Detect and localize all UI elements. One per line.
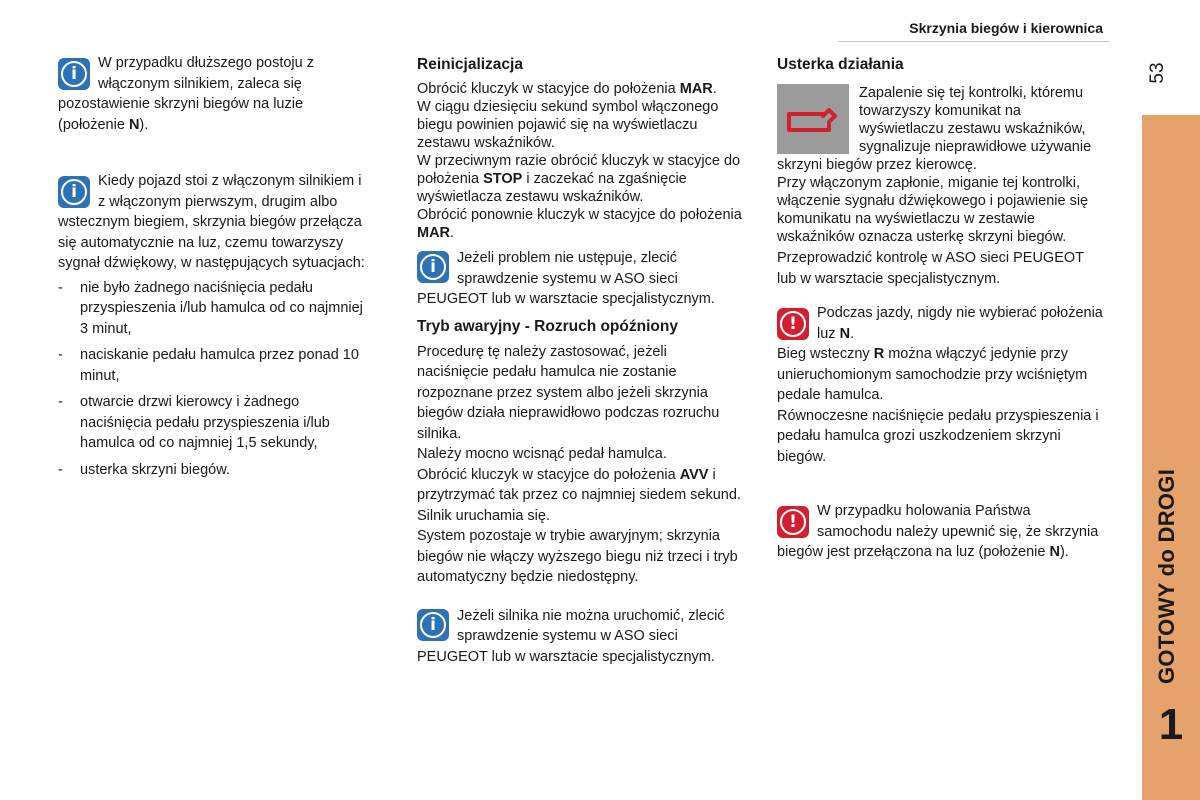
warning-note-neutral <box>777 303 1107 467</box>
bold-text: N <box>1049 544 1060 560</box>
section-title: Skrzynia biegów i kierownica <box>909 20 1103 36</box>
middle-column <box>417 54 742 667</box>
warning-icon: ! <box>777 506 809 538</box>
text: Należy mocno wcisnąć pedał hamulca. <box>417 446 667 462</box>
text: Silnik uruchamia się. <box>417 507 550 524</box>
warning-note-towing <box>777 501 1107 563</box>
info-icon: i <box>58 176 90 208</box>
text: Przeprowadzić kontrolę w ASO sieci PEUGEOT lub w warsztacie specjalistycznym. <box>777 250 1084 287</box>
chapter-number: 1 <box>1158 700 1184 749</box>
info-note-idle <box>58 53 370 135</box>
header-divider <box>838 41 1110 42</box>
page-number: 53 <box>1147 62 1168 84</box>
note-text: Jeżeli problem nie ustępuje, zlecić sprawdzenie systemu w ASO sieci PEUGEOT lub w warsztacie specjalistycznym. <box>417 250 715 307</box>
text: . <box>450 225 455 241</box>
text: Obrócić kluczyk w stacyjce do położenia <box>417 81 680 97</box>
list-item: - otwarcie drzwi kierowcy i żadnego naciśnięcia pedału przyspieszenia i/lub hamulca od co najmniej 1,5 sekundy, <box>58 392 370 454</box>
text: Podczas jazdy, nigdy nie wybierać położenia luz <box>817 305 1103 342</box>
heading-reinit: Reinicjalizacja <box>417 56 523 73</box>
list-item: - nie było żadnego naciśnięcia pedału przyspieszenia i/lub hamulca od co najmniej 3 minut, <box>58 278 370 340</box>
bold-text: AVV <box>679 466 709 483</box>
text: ). <box>1059 544 1069 560</box>
gearbox-fault-icon <box>777 84 849 154</box>
bold-text: MAR <box>679 81 713 97</box>
bold-text: N <box>839 325 851 342</box>
note-bold: N <box>128 116 140 133</box>
info-icon: i <box>417 609 449 641</box>
text: . <box>850 325 855 342</box>
text: . <box>712 81 717 97</box>
bold-text: MAR <box>417 225 451 241</box>
text: Zapalenie się tej kontrolki, któremu towarzyszy komunikat na wyświetlaczu zestawu wskaźników, sygnalizuje nieprawidłowe używanie skrzyni biegów przez kierowcę. <box>777 85 1092 173</box>
text: i zaczekać na zgaśnięcie wyświetlacza zestawu wskaźników. <box>417 171 687 205</box>
left-column <box>58 53 370 486</box>
text: Równoczesne naciśnięcie pedału przyspieszenia i pedału hamulca grozi uszkodzeniem skrzyni biegów. <box>777 407 1099 465</box>
text: W ciągu dziesięciu sekund symbol włączonego biegu powinien pojawić się na wyświetlaczu zestawu wskaźników. <box>417 99 719 151</box>
bold-text: R <box>873 346 885 362</box>
info-icon: i <box>417 251 449 283</box>
info-note-auto-neutral <box>58 171 370 480</box>
condition-list <box>58 278 370 481</box>
note-text: Kiedy pojazd stoi z włączonym silnikiem i z włączonym pierwszym, drugim albo wstecznym biegiem, skrzynia biegów przełącza się automatycznie na luz, czemu towarzyszy sygnał dźwiękowy, w następujących sytuacjach: <box>58 173 365 271</box>
list-item: - usterka skrzyni biegów. <box>58 460 370 481</box>
text: Przy włączonym zapłonie, miganie tej kontrolki, włączenie sygnału dźwiękowego i pojawienie się komunikatu na wyświetlaczu w zestawie wskaźników oznacza usterkę skrzyni biegów. <box>777 175 1089 245</box>
info-note-service <box>417 248 742 310</box>
info-note-no-start <box>417 606 742 668</box>
warning-icon: ! <box>777 308 809 340</box>
gearbox-fault-icon <box>777 84 849 154</box>
chapter-title: GOTOWY do DROGI <box>1154 468 1179 684</box>
text: Obrócić ponownie kluczyk w stacyjce do położenia <box>417 207 742 223</box>
text: Obrócić kluczyk w stacyjce do położenia <box>417 466 680 483</box>
text: W przeciwnym razie obrócić kluczyk w stacyjce do położenia <box>417 153 741 187</box>
heading-fault: Usterka działania <box>777 56 904 73</box>
list-item: - naciskanie pedału hamulca przez ponad 10 minut, <box>58 345 370 386</box>
text: W przypadku holowania Państwa samochodu należy upewnić się, że skrzynia biegów jest przełączona na luz (położenie <box>777 503 1099 560</box>
info-icon: i <box>58 58 90 90</box>
heading-emergency: Tryb awaryjny - Rozruch opóźniony <box>417 317 678 335</box>
note-tail: ). <box>139 116 149 133</box>
text: Procedurę tę należy zastosować, jeżeli naciśnięcie pedału hamulca nie zostanie rozpoznane przez system albo jeżeli skrzynia biegów działa nieprawidłowo podczas rozruchu silnika. <box>417 343 720 442</box>
chapter-tab <box>1142 115 1200 800</box>
right-column <box>777 54 1107 563</box>
text: Bieg wsteczny <box>777 346 874 362</box>
text: można włączyć jedynie przy unieruchomionym samochodzie przy wciśniętym pedale hamulca. <box>777 346 1088 403</box>
note-text: Jeżeli silnika nie można uruchomić, zlecić sprawdzenie systemu w ASO sieci PEUGEOT lub w warsztacie specjalistycznym. <box>417 607 725 665</box>
text: i przytrzymać tak przez co najmniej siedem sekund. <box>417 466 741 503</box>
note-text: W przypadku dłuższego postoju z włączonym silnikiem, zaleca się pozostawienie skrzyni biegów na luzie (położenie <box>58 55 314 133</box>
bold-text: STOP <box>483 171 523 187</box>
text: System pozostaje w trybie awaryjnym; skrzynia biegów nie włączy wyższego biegu niż trzeci i tryb automatyczny będzie niedostępny. <box>417 528 738 585</box>
